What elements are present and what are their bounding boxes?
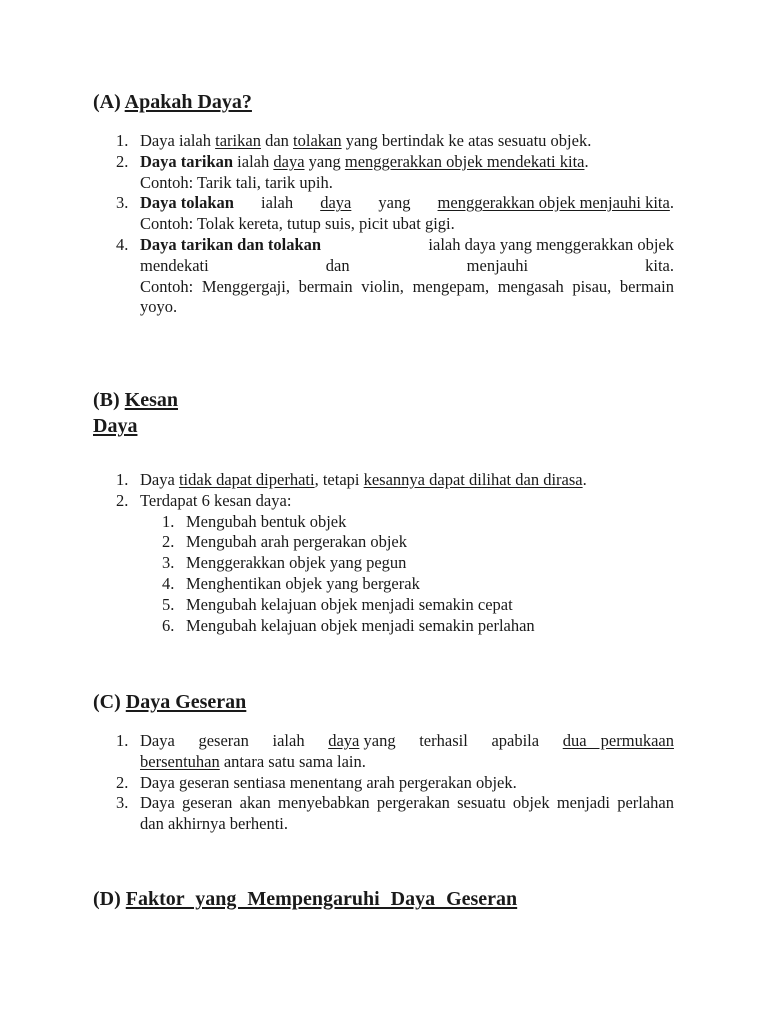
text: Daya ialah [140, 131, 216, 150]
section-d-prefix: (D) [93, 888, 121, 910]
text: Mengubah kelajuan objek menjadi semakin perlahan [186, 615, 535, 635]
text: menjauhi [466, 255, 529, 275]
sub-list-item [110, 574, 674, 595]
sub-list-item [110, 532, 674, 553]
list-item [110, 773, 674, 794]
list-number: 2. [116, 490, 129, 510]
bold-text: Daya tolakan [140, 193, 234, 213]
section-d-heading [93, 886, 517, 912]
text: Daya [140, 731, 175, 750]
section-a-list [110, 131, 674, 318]
list-number: 1. [162, 511, 175, 531]
list-item [110, 235, 674, 318]
text: dan [325, 255, 350, 275]
section-b-prefix: (B) [93, 389, 120, 411]
text: apabila [491, 731, 540, 750]
section-c-title: Daya Geseran [125, 691, 247, 713]
text: ialah [272, 731, 305, 750]
text: dan [260, 131, 294, 150]
text: antara satu sama lain. [219, 751, 366, 771]
underlined-text: tidak dapat diperhati [178, 470, 315, 489]
section-a-prefix: (A) [93, 91, 121, 113]
list-number: 3. [116, 793, 129, 813]
list-number: 6. [162, 615, 175, 635]
example-text: Contoh: Tolak kereta, tutup suis, picit ubat gigi. [140, 214, 455, 234]
section-b-title-line2: Daya [93, 415, 138, 437]
section-a-heading [93, 89, 252, 115]
text: Daya [140, 470, 179, 489]
list-item [110, 193, 674, 235]
text: Menggerakkan objek yang pegun [186, 553, 407, 573]
justified-line [140, 256, 674, 277]
section-c-list [110, 731, 674, 835]
sub-list-item [110, 595, 674, 616]
text: yang bertindak ke atas sesuatu objek. [341, 131, 592, 150]
list-item [110, 131, 674, 152]
list-number: 4. [162, 573, 175, 593]
justified-line [140, 731, 674, 752]
underlined-text: kesannya dapat dilihat dan dirasa [363, 470, 583, 489]
section-a-title: Apakah Daya? [124, 91, 252, 113]
list-number: 3. [116, 193, 129, 213]
list-item [110, 793, 674, 835]
text: Terdapat 6 kesan daya: [140, 490, 292, 510]
list-number: 4. [116, 234, 129, 254]
section-c-heading [93, 689, 246, 715]
text: Mengubah arah pergerakan objek [186, 532, 407, 552]
text: Mengubah kelajuan objek menjadi semakin cepat [186, 594, 513, 614]
bold-text: Daya tarikan dan tolakan [140, 234, 322, 254]
list-item [110, 491, 674, 512]
underlined-text: dua permukaan [562, 731, 674, 750]
text: . [669, 193, 674, 213]
section-d-title: Faktor yang Mempengaruhi Daya Geseran [125, 888, 518, 910]
list-item [110, 731, 674, 773]
text: , tetapi [314, 470, 364, 489]
list-item [110, 152, 674, 194]
text: . [584, 151, 589, 171]
text: geseran [198, 731, 249, 750]
underlined-text: menggerakkan objek mendekati kita [344, 151, 585, 171]
sub-list-item [110, 512, 674, 533]
underlined-text: menggerakkan objek menjauhi kita [437, 193, 670, 213]
example-text: Contoh: Menggergaji, bermain violin, mengepam, mengasah pisau, bermain yoyo. [140, 276, 674, 317]
example-text: Contoh: Tarik tali, tarik upih. [140, 172, 333, 192]
underlined-text: daya [320, 193, 352, 213]
section-b-list [110, 470, 674, 636]
text: yang [378, 193, 411, 213]
list-item [110, 470, 674, 491]
text: Menghentikan objek yang bergerak [186, 573, 420, 593]
list-number: 5. [162, 594, 175, 614]
list-number: 2. [116, 151, 129, 171]
text: ialah [261, 193, 294, 213]
section-b-heading [93, 387, 178, 439]
list-number: 2. [116, 772, 129, 792]
section-b-title-line1: Kesan [124, 389, 179, 411]
underlined-text: bersentuhan [140, 751, 220, 771]
text: . [582, 470, 587, 489]
bold-text: Daya tarikan [140, 151, 234, 171]
section-c-prefix: (C) [93, 691, 121, 713]
text: ialah [233, 151, 274, 171]
sub-list [110, 512, 674, 637]
list-number: 1. [116, 470, 129, 489]
list-number: 1. [116, 731, 129, 750]
text: ialah daya yang menggerakkan objek [428, 234, 674, 254]
text: yang [304, 151, 345, 171]
list-number: 3. [162, 553, 175, 573]
sub-list-item [110, 553, 674, 574]
sub-list-item [110, 616, 674, 637]
underlined-text: tarikan [215, 131, 261, 150]
text: kita. [645, 255, 674, 275]
underlined-text: daya [273, 151, 305, 171]
text: yang [363, 731, 396, 750]
text: Daya geseran sentiasa menentang arah pergerakan objek. [140, 772, 517, 792]
text: terhasil [419, 731, 468, 750]
text: Mengubah bentuk objek [186, 511, 347, 531]
underlined-text: tolakan [293, 131, 342, 150]
text: Daya geseran akan menyebabkan pergerakan sesuatu objek menjadi perlahan dan akhirnya berhenti. [140, 793, 674, 834]
list-number: 1. [116, 131, 129, 150]
text: mendekati [140, 255, 209, 275]
list-number: 2. [162, 532, 175, 552]
underlined-text: daya [328, 731, 360, 750]
